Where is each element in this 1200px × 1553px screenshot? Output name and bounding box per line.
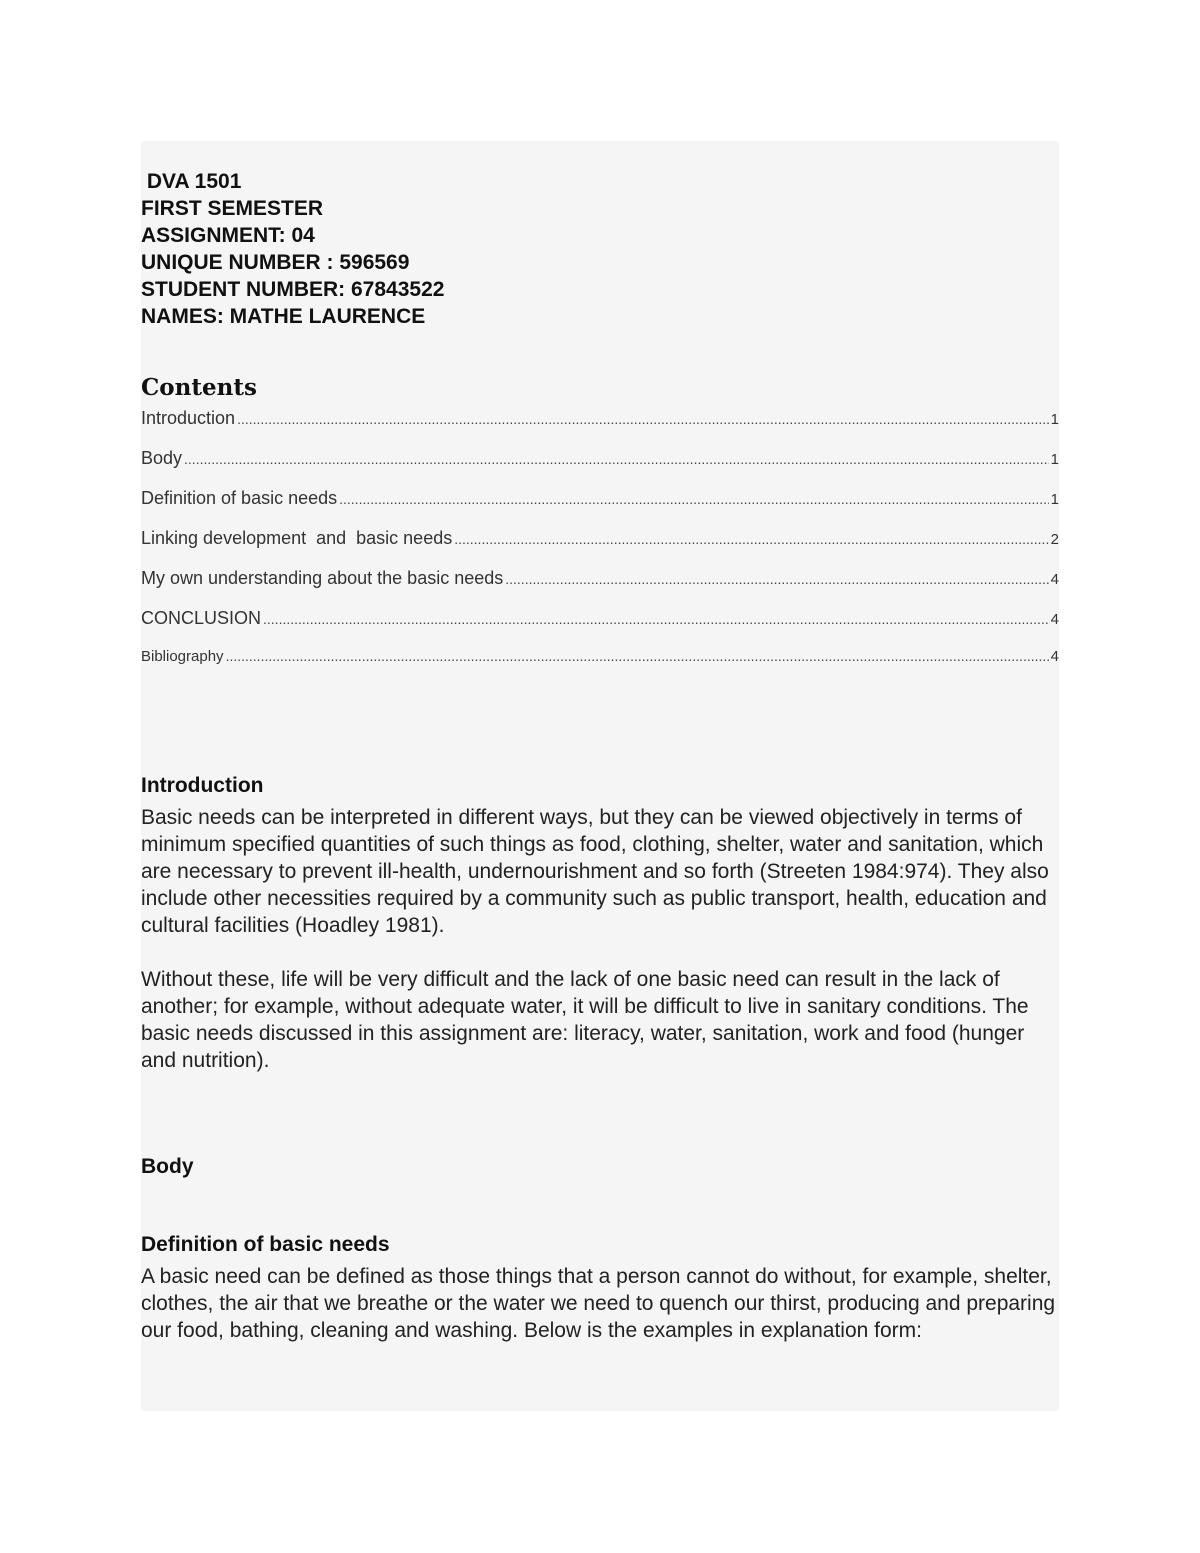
- body-heading: Body: [141, 1155, 194, 1178]
- table-of-contents: [141, 408, 1059, 688]
- definition-heading: Definition of basic needs: [141, 1233, 390, 1256]
- toc-entry-page: 1: [1050, 491, 1059, 508]
- semester: FIRST SEMESTER: [141, 197, 324, 220]
- course-code: DVA 1501: [141, 170, 242, 193]
- introduction-paragraph-1: Basic needs can be interpreted in different ways, but they can be viewed objectively in terms of minimum specified quantities of such things as food, clothing, shelter, water and sanitation, which are necessary to prevent ill-health, undernourishment and so forth (Streeten 1984:974). They also include other necessities required by a community such as public transport, health, education and cultural facilities (Hoadley 1981).: [141, 806, 1049, 937]
- toc-leader-dots: [184, 451, 1049, 467]
- toc-entry-bibliography[interactable]: [141, 648, 1059, 688]
- introduction-paragraph-2: Without these, life will be very difficult and the lack of one basic need can result in the lack of another; for example, without adequate water, it will be difficult to live in sanitary conditions. The basic needs discussed in this assignment are: literacy, water, sanitation, work and food (hunger and nutrition).: [141, 968, 1029, 1072]
- toc-leader-dots: [339, 491, 1049, 507]
- toc-entry-introduction[interactable]: [141, 408, 1059, 448]
- toc-entry-page: 4: [1050, 571, 1059, 588]
- toc-entry-label: Definition of basic needs: [141, 488, 338, 508]
- toc-leader-dots: [454, 531, 1048, 547]
- toc-entry-linking[interactable]: [141, 528, 1059, 568]
- toc-entry-page: 1: [1050, 451, 1059, 468]
- contents-heading: Contents: [141, 374, 257, 401]
- toc-entry-page: 4: [1050, 611, 1059, 628]
- toc-leader-dots: [505, 571, 1048, 587]
- toc-entry-conclusion[interactable]: [141, 608, 1059, 648]
- introduction-heading: Introduction: [141, 774, 264, 797]
- toc-entry-label: Body: [141, 448, 183, 468]
- title-block: [141, 168, 1059, 330]
- toc-leader-dots: [263, 611, 1049, 627]
- assignment-number: ASSIGNMENT: 04: [141, 224, 315, 247]
- toc-entry-page: 2: [1050, 531, 1059, 548]
- definition-paragraph: A basic need can be defined as those things that a person cannot do without, for example, shelter, clothes, the air that we breathe or the water we need to quench our thirst, producing and preparing our food, bathing, cleaning and washing. Below is the examples in explanation form:: [141, 1265, 1056, 1342]
- document-content: [141, 168, 1059, 1344]
- toc-entry-label: CONCLUSION: [141, 608, 262, 628]
- toc-entry-understanding[interactable]: [141, 568, 1059, 608]
- toc-leader-dots: [237, 411, 1049, 427]
- toc-entry-page: 4: [1050, 648, 1059, 665]
- toc-entry-label: My own understanding about the basic needs: [141, 568, 504, 588]
- toc-entry-definition[interactable]: [141, 488, 1059, 528]
- toc-leader-dots: [226, 648, 1049, 664]
- unique-number: UNIQUE NUMBER : 596569: [141, 251, 410, 274]
- toc-entry-label: Introduction: [141, 408, 236, 428]
- toc-entry-label: Linking development and basic needs: [141, 528, 453, 548]
- toc-entry-body[interactable]: [141, 448, 1059, 488]
- toc-entry-page: 1: [1050, 411, 1059, 428]
- student-number: STUDENT NUMBER: 67843522: [141, 278, 445, 301]
- toc-entry-label: Bibliography: [141, 648, 224, 665]
- student-names: NAMES: MATHE LAURENCE: [141, 305, 426, 328]
